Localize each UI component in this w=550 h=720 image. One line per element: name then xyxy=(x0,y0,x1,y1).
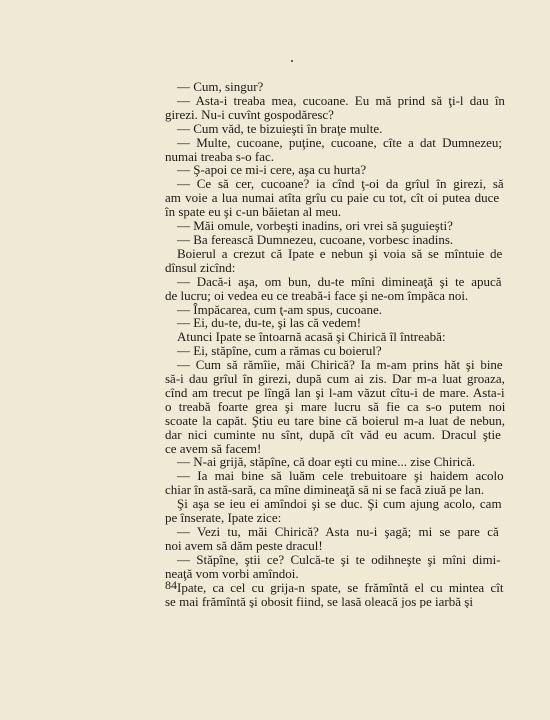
text-line: — Împăcarea, cum ţ-am spus, cucoane. xyxy=(177,302,383,317)
text-line: cînd am trecut pe lîngă lan şi l-am văzut cîtu-i de mare. Asta-i xyxy=(165,385,505,400)
body-text xyxy=(165,80,505,608)
text-line: pe înserate, Ipate zice: xyxy=(165,511,282,525)
text-line: — Ia mai bine să luăm cele trebuitoare şi haidem acolo xyxy=(177,469,504,484)
text-line: ce avem să facem! xyxy=(165,441,262,456)
text-line: — Cum văd, te bizuieşti în braţe multe. xyxy=(177,121,383,136)
text-line: — Ba ferească Dumnezeu, cucoane, vorbesc inadins. xyxy=(177,232,454,247)
text-line: neaţă vom vorbi amîndoi. xyxy=(165,566,299,581)
text-line: Şi aşa se ieu ei amîndoi şi se duc. Şi cum ajung acolo, cam xyxy=(177,497,502,512)
text-line: — Multe, cucoane, puţine, cucoane, cîte a dat Dumnezeu; xyxy=(177,135,503,150)
text-line: am voie a lua numai atîta grîu cu paie cu tot, cît oi putea duce xyxy=(165,191,500,206)
text-line: chiar în astă-sară, ca mîne dimineaţă să ni se facă ziuă pe lan. xyxy=(165,483,485,498)
text-line: scoate la capăt. Ştiu eu tare bine că boierul m-a luat de nebun, xyxy=(165,413,505,428)
text-line: — Ş-apoi ce mi-i cere, aşa cu hurta? xyxy=(177,163,367,178)
text-line: dar nici cuminte nu sînt, după cît văd eu acum. Dracul ştie xyxy=(165,427,501,442)
text-line: girezi. Nu-i cuvînt gospodăresc? xyxy=(165,107,334,122)
text-line: — Cum, singur? xyxy=(177,80,264,94)
text-line: — Dacă-i aşa, om bun, du-te mîni dimineaţă şi te apucă xyxy=(177,274,502,289)
text-line: — Stăpîne, ştii ce? Culcă-te şi te odihneşte şi mîni dimi- xyxy=(177,552,501,567)
text-line: Ipate, ca cel cu grija-n spate, se frămîntă el cu mintea cît xyxy=(177,580,504,595)
text-line: se mai frămîntă şi obosit fiind, se lasă oleacă jos pe iarbă şi xyxy=(165,594,473,609)
text-line: — Ce să cer, cucoane? ia cînd ţ-oi da grîul în girezi, să xyxy=(177,177,504,192)
text-line: o treabă foarte grea şi mare lucru să fie ca s-o putem noi xyxy=(165,399,505,414)
text-line: dînsul zicînd: xyxy=(165,260,236,275)
text-line: — Ei, stăpîne, cum a rămas cu boierul? xyxy=(177,344,382,359)
text-line: Atunci Ipate se întoarnă acasă şi Chirică îl întreabă: xyxy=(177,330,446,345)
text-line: de lucru; oi vedea eu ce treabă-i face şi ne-om împăca noi. xyxy=(165,288,469,303)
text-line: noi avem să dăm peste dracul! xyxy=(165,538,323,553)
print-speck xyxy=(291,60,293,62)
text-line: — Ei, du-te, du-te, şi las că vedem! xyxy=(177,316,362,331)
page-number: 84 xyxy=(165,578,177,592)
text-line: să-i dau grîul în girezi, după cum ai zis. Dar m-a luat groaza, xyxy=(165,372,505,386)
text-line: Boierul a crezut că Ipate e nebun şi voia să se mîntuie de xyxy=(177,246,503,261)
text-line: — Vezi tu, măi Chirică? Asta nu-i şagă; mi se pare că xyxy=(177,525,499,539)
text-line: — Cum să rămîie, măi Chirică? Ia m-am prins hăt şi bine xyxy=(177,358,503,373)
text-line: — Măi omule, vorbeşti inadins, ori vrei să şuguieşti? xyxy=(177,219,453,233)
text-line: în spate eu şi c-un băietan al meu. xyxy=(165,205,342,220)
text-line: — N-ai grijă, stăpîne, că doar eşti cu mine... zise Chirică. xyxy=(177,455,476,470)
text-line: numai treaba s-o fac. xyxy=(165,149,275,164)
text-line: — Asta-i treaba mea, cucoane. Eu mă prind să ţi-l dau în xyxy=(177,93,505,108)
